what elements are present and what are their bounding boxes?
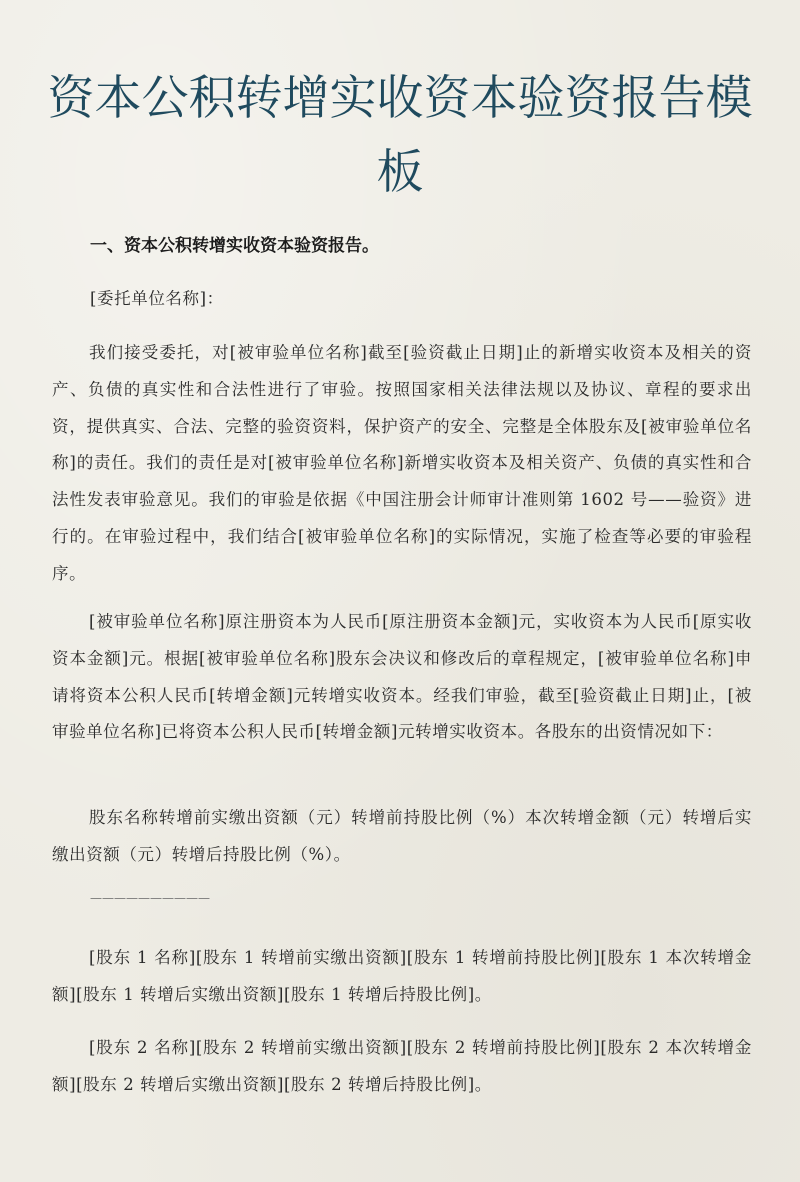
document-title: 资本公积转增实收资本验资报告模板 [47,71,753,200]
paragraph-engagement: 我们接受委托，对[被审验单位名称]截至[验资截止日期]止的新增实收资本及相关的资产、负债的真实性和合法性进行了审验。按照国家相关法律法规以及协议、章程的要求出资，提供真实、合法、完整的验资资料，保护资产的安全、完整是全体股东及[被审验单位名称]的责任。我们的责任是对[被审验单位名称]新增实收资本及相关资产、负债的真实性和合法性发表审验意见。我们的审验是依据《中国注册会计师审计准则第 1602 号——验资》进行的。在审验过程中，我们结合[被审验单位名称]的实际情况，实施了检查等必要的审验程序。 [52,343,752,583]
section-heading: 一、资本公积转增实收资本验资报告。 [90,236,379,256]
divider-line: —————————— [90,891,210,905]
paragraph-table-header: 股东名称转增前实缴出资额（元）转增前持股比例（%）本次转增金额（元）转增后实缴出资额（元）转增后持股比例（%）。 [52,808,752,864]
paragraph-shareholder-2: [股东 2 名称][股东 2 转增前实缴出资额][股东 2 转增前持股比例][股东 2 本次转增金额][股东 2 转增后实缴出资额][股东 2 转增后持股比例]。 [52,1038,752,1094]
salutation: [委托单位名称]： [90,289,224,308]
paragraph-shareholder-1: [股东 1 名称][股东 1 转增前实缴出资额][股东 1 转增前持股比例][股东 1 本次转增金额][股东 1 转增后实缴出资额][股东 1 转增后持股比例]。 [52,948,752,1004]
paragraph-capital-conversion: [被审验单位名称]原注册资本为人民币[原注册资本金额]元，实收资本为人民币[原实收资本金额]元。根据[被审验单位名称]股东会决议和修改后的章程规定，[被审验单位名称]申请将资本公积人民币[转增金额]元转增实收资本。经我们审验，截至[验资截止日期]止，[被审验单位名称]已将资本公积人民币[转增金额]元转增实收资本。各股东的出资情况如下： [52,612,752,742]
